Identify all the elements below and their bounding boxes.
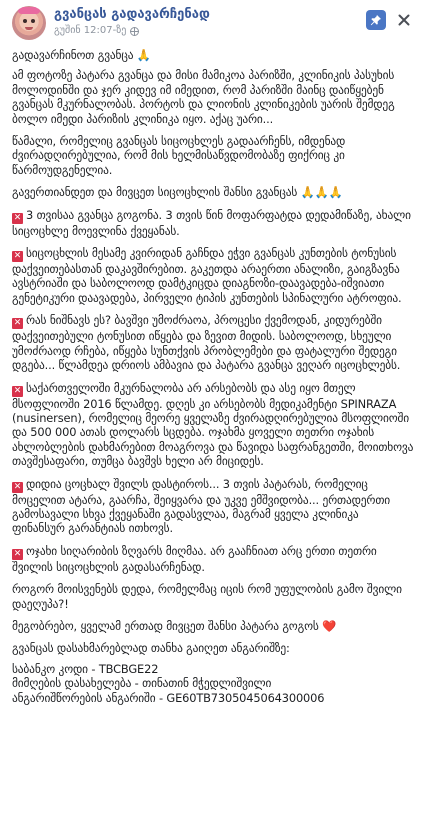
post-paragraph: [12, 619, 414, 633]
pin-button[interactable]: [366, 10, 386, 30]
bank-code-line: საბანკო კოდი - TBCBGE22: [12, 661, 159, 676]
post-paragraph: გადავარჩინოთ გვანცა 🙏: [12, 48, 151, 62]
post-paragraph: წამალი, რომელიც გვანცას სიცოცხლეს გადაარჩენს, იმდენად ძვირადღირებულია, რომ მის ხელმისაწვდომობაზე ფიქრიც კი წარმოუდგენელია.: [12, 134, 346, 177]
cross-mark-icon: ✕: [13, 212, 22, 223]
pin-icon: [370, 14, 382, 26]
account-number-line: ანგარიშწორების ანგარიში - GE60TB7305045064300006: [12, 690, 325, 705]
post-paragraph: [12, 381, 414, 469]
paragraph-text: დიდია ცოცხალ შვილს დასტიროს... 3 თვის პატარას, რომელიც მოცელით ატარა, გაარჩა, შეიყვარა და უკვე ემშვიდობა... ერთადერთი გამოსავალი სხვა ქვეყანაში გადასვლაა, მაგრამ ყველა კლინიკა ფინანსურ გარანტიას ითხოვს.: [12, 476, 391, 536]
globe-icon: [130, 27, 139, 36]
paragraph-text: სიცოცხლის მესამე კვირიდან გაჩნდა ეჭვი გვანცას კუნთების ტონუსის დაქვეითებასთან დაკავშირებით. გაკეთდა არაერთი ანალიზი, გაიგზავნა ავსტრიაში და საბოლოოდ დამტკიცდა დიაგნოზი-დაავადება-იშვიათი გენეტიკური დაავადება, პირველი ტიპის კუნთების სპინალური ატროფია.: [12, 246, 402, 305]
post-paragraph: როგორ მოისვენებს დედა, რომელმაც იცის რომ უფულობის გამო შვილი დაეღუპა?!: [12, 582, 402, 611]
post-header: [12, 0, 414, 48]
paragraph-text: 3 თვისაა გვანცა გოგონა. 3 თვის წინ მოფარფატდა დედამიწაზე, ახალი სიცოცხლე მოევლინა ქვეყანას.: [12, 207, 411, 238]
paragraph-text: საქართველოში მკურნალობა არ არსებობს და ასე იყო მთელ მსოფლიოში 2016 წლამდე. დღეს კი არსებობს მედიკამენტი SPINRAZA (nusinersen), რომელიც მეორე ყველაზე ძვირადღირებულია მსოფლიოში და 500 000 ათას დოლარს სცდება. ოჯახმა ყოველი თეთრი ოჯახის ახლობლების დახმარებით მოაგროვა და წავიდა საფრანგეთში, მოითხოვა თავშესაფარი, თუმცა ბავშვს ხელი არ მიციდეს.: [12, 380, 414, 469]
cross-mark-icon: ✕: [13, 251, 22, 262]
post-paragraph: [12, 544, 414, 574]
post-paragraph: [12, 313, 414, 372]
post-paragraph: [12, 246, 414, 305]
post-paragraph: გავერთიანდეთ და მივცეთ სიცოცხლის შანსი გვანცას 🙏🙏🙏: [12, 185, 343, 200]
post-paragraph: ამ ფოტოზე პატარა გვანცა და მისი მამიკოა პარიზში, კლინიკის პასუხის მოლოდინში და ჯერ კიდევ იმ იმედით, რომ პარიზში მაინც დაიწყებენ გვანცას მკურნალობას. პორტოს და ლიონის კლინიკების უარის შემდეგ ბოლო იმედი პარიზის კლინიკა იყო. აქაც უარი...: [12, 68, 395, 126]
cross-mark-icon: ✕: [13, 481, 22, 492]
paragraph-text: ოჯახი სიღარიბის ზღვარს მიღმაა. არ გააჩნიათ არც ერთი თეთრი შვილის სიცოცხლის გადასარჩენად.: [12, 543, 377, 574]
paragraph-text: მეგობრებო, ყველამ ერთად მივცეთ შანსი პატარა გოგოს: [12, 618, 319, 633]
close-icon: [398, 14, 410, 26]
heart-icon: ❤️: [322, 618, 337, 633]
post-meta: [54, 6, 366, 38]
close-button[interactable]: [394, 10, 414, 30]
recipient-line: მიმღების დასახელება - თინათინ მჭედლიშვილი: [12, 676, 272, 691]
post-actions: [366, 6, 414, 30]
post-paragraph: გვანცას დასახმარებლად თანხა გაიღეთ ანგარიშზე:: [12, 641, 290, 656]
paragraph-text: რას ნიშნავს ეს? ბავშვი უმოძრაოა, პროცესი ქვემოდან, კიდურებში დაქვეითებული ტონუსით იწყება და ზევით მიდის. საბოლოოდ, სხეული უმოძრაოდ რჩება, იწყება სუნთქვის პრობლემები და ფატალური შედეგი დგება... წლამდეა დრიოს ამბავია და პატარა გვანცა ვეღარ იცოცხლებს.: [12, 313, 401, 373]
author-name[interactable]: გვანცას გადავარჩენად: [54, 7, 210, 22]
cross-mark-icon: ✕: [13, 385, 22, 396]
cross-mark-icon: ✕: [13, 318, 22, 329]
post-paragraph: [12, 208, 414, 238]
post-subline: [54, 24, 366, 38]
author-avatar[interactable]: [12, 6, 46, 40]
post-timestamp[interactable]: გუშინ 12:07-ზე: [54, 25, 127, 36]
post-paragraph: [12, 477, 414, 536]
cross-mark-icon: ✕: [13, 548, 22, 559]
post-body: [12, 48, 414, 705]
